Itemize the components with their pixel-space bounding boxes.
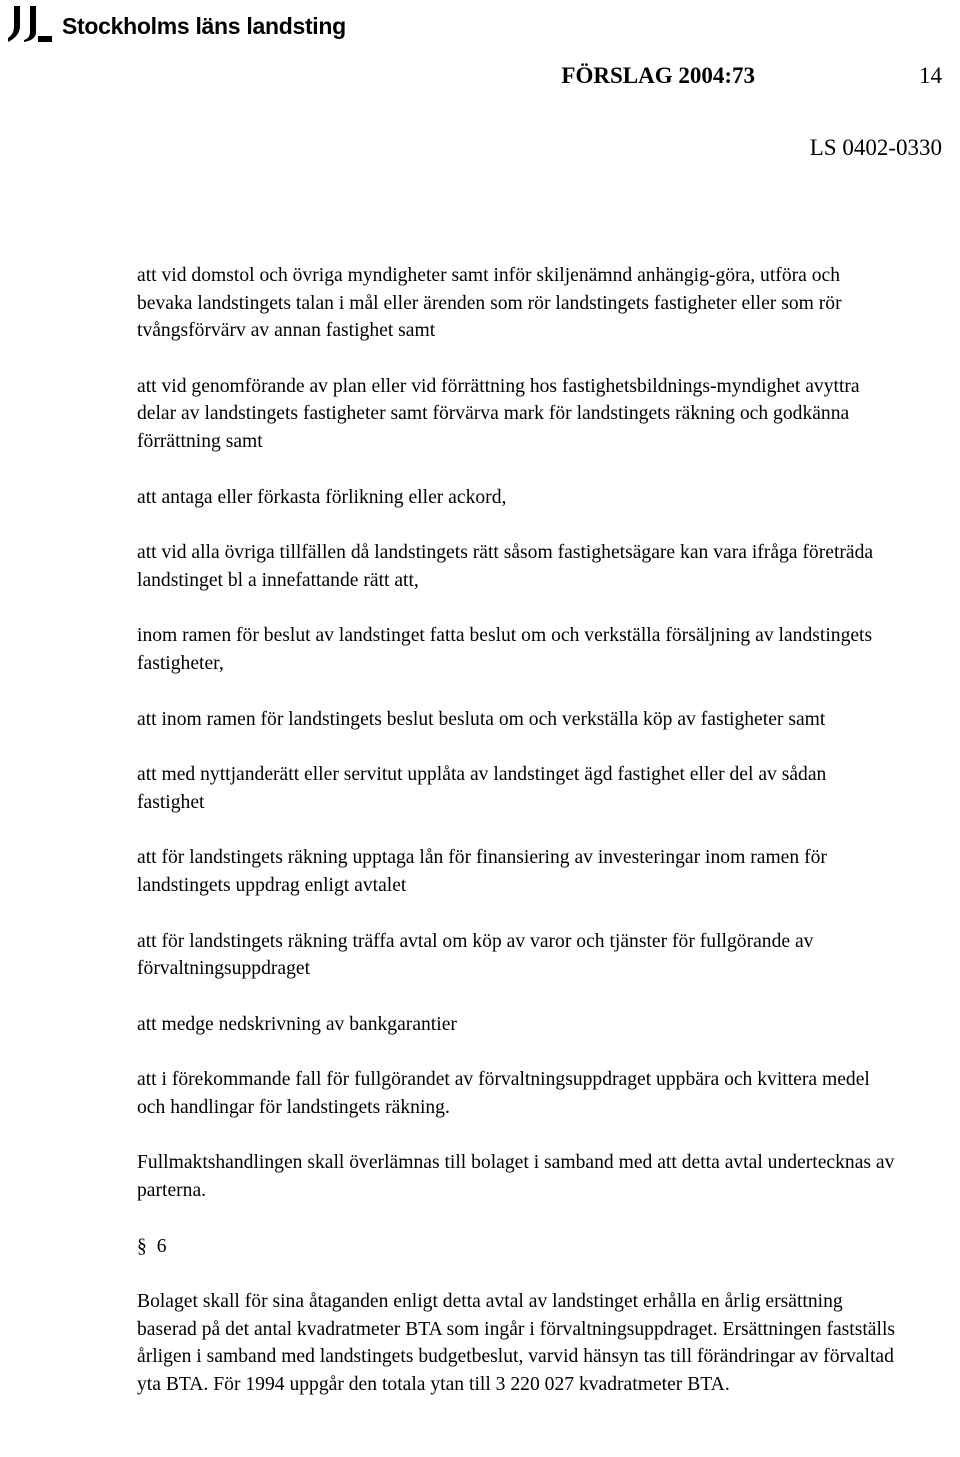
document-title: FÖRSLAG 2004:73 — [561, 63, 755, 88]
section-number: 6 — [156, 1235, 167, 1257]
reference-number: LS 0402-0330 — [809, 135, 942, 160]
paragraph: att vid genomförande av plan eller vid förrättning hos fastighetsbildnings-myndighet avyttra delar av landstingets fastigheter samt förvärva mark för landstingets räkning och godkänna förrättning samt — [137, 375, 860, 452]
paragraph: Fullmaktshandlingen skall överlämnas till bolaget i samband med att detta avtal undertecknas av parterna. — [137, 1152, 895, 1202]
section-heading — [137, 1233, 897, 1261]
document-body — [137, 262, 897, 1427]
paragraph: att vid domstol och övriga myndigheter samt inför skiljenämnd anhängig-göra, utföra och bevaka landstingets talan i mål eller ärenden som rör landstingets fastigheter eller som rör tvångsförvärv av annan fastighet samt — [137, 265, 842, 342]
paragraph: att medge nedskrivning av bankgarantier — [137, 1013, 457, 1035]
paragraph: att för landstingets räkning upptaga lån för finansiering av investeringar inom ramen för landstingets uppdrag enligt avtalet — [137, 847, 827, 896]
sll-logo-icon — [4, 4, 54, 44]
paragraph: att vid alla övriga tillfällen då landstingets rätt såsom fastighetsägare kan vara ifråga företräda landstinget bl a innefattande rätt att, — [137, 542, 874, 591]
paragraph: att antaga eller förkasta förlikning eller ackord, — [137, 486, 507, 508]
paragraph: att i förekommande fall för fullgörandet av förvaltningsuppdraget uppbära och kvittera medel och handlingar för landstingets räkning. — [137, 1069, 870, 1118]
section-sign: § — [137, 1235, 147, 1257]
org-logo — [4, 4, 346, 44]
paragraph: Bolaget skall för sina åtaganden enligt detta avtal av landstinget erhålla en årlig ersättning baserad på det antal kvadratmeter BTA som ingår i förvaltningsuppdraget. Ersättningen fastställs årligen i samband med landstingets budgetbeslut, varvid hänsyn tas till förändringar av förvaltad yta BTA. För 1994 uppgår den totala ytan till 3 220 027 kvadratmeter BTA. — [137, 1291, 896, 1396]
paragraph: inom ramen för beslut av landstinget fatta beslut om och verkställa försäljning av landstingets fastigheter, — [137, 625, 873, 674]
page-number: 14 — [919, 63, 942, 88]
paragraph: att inom ramen för landstingets beslut besluta om och verkställa köp av fastigheter samt — [137, 708, 826, 730]
paragraph: att för landstingets räkning träffa avtal om köp av varor och tjänster för fullgörande av förvaltningsuppdraget — [137, 930, 814, 980]
paragraph: att med nyttjanderätt eller servitut upplåta av landstinget ägd fastighet eller del av sådan fastighet — [137, 764, 827, 813]
org-name: Stockholms läns landsting — [62, 12, 346, 39]
